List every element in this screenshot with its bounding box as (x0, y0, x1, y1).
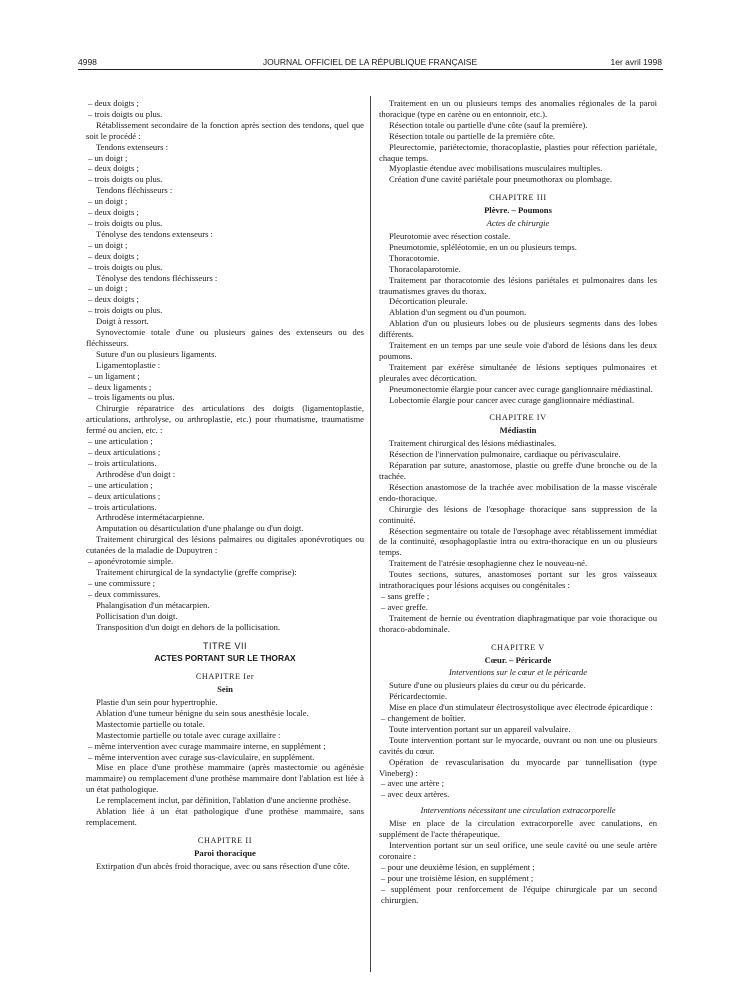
mediastinum-list (379, 438, 657, 634)
list-item: Myoplastie étendue avec mobilisations musculaires multiples. (389, 163, 603, 174)
list-item: – trois articulations. (88, 501, 157, 512)
list-item: Pleurotomie avec résection costale. (389, 230, 511, 241)
list-item: – un doigt ; (88, 239, 128, 250)
page-header (78, 56, 662, 68)
list-item: Mise en place d'une prothèse mammaire (après mastectomie ou agénésie mammaire) ou remplacement d'une prothèse mammaire dont l'ablation est liée à un état pathologique. (86, 762, 364, 795)
list-item: Toute intervention portant sur un appareil valvulaire. (389, 723, 571, 734)
chapter-heading: Sein (217, 684, 233, 695)
list-item: – pour une deuxième lésion, en supplément ; (381, 861, 535, 872)
list-item: – trois doigts ou plus. (88, 217, 163, 228)
list-item: Pleurectomie, pariétectomie, thoracoplastie, plasties pour réfection pariétale, chaque temps. (379, 141, 657, 163)
list-item: Ténolyse des tendons fléchisseurs : (96, 272, 218, 283)
list-item: Thoracolaparotomie. (389, 263, 461, 274)
list-item: Intervention portant sur un seul orifice, une seule cavité ou une seule artère coronaire : (379, 840, 657, 861)
right-column (379, 98, 657, 905)
list-item: – trois articulations. (88, 457, 157, 468)
page-number: 4998 (78, 57, 97, 67)
list-item: Ablation d'un ou plusieurs lobes ou de plusieurs segments dans des lobes différents. (379, 318, 657, 340)
list-item: Réparation par suture, anastomose, plastie ou greffe d'une bronche ou de la trachée. (379, 460, 657, 481)
list-item: – deux doigts ; (88, 294, 139, 305)
list-item: Création d'une cavité pariétale pour pneumothorax ou plombage. (389, 174, 613, 185)
list-item: Toute intervention portant sur le myocarde, ouvrant ou non une ou plusieurs cavités du cœur. (379, 734, 657, 756)
list-item: Résection anastomose de la trachée avec mobilisation de la masse viscérale endo-thoracique. (379, 481, 657, 503)
left-column (86, 98, 364, 872)
list-item: – un ligament ; (88, 370, 140, 381)
chapter-heading: Plèvre. – Poumons (484, 205, 552, 216)
list-item: – un doigt ; (88, 283, 128, 294)
list-item: Doigt à ressort. (96, 316, 149, 327)
list-item: Rétablissement secondaire de la fonction après section des tendons, quel que soit le procédé : (86, 119, 364, 141)
list-item: Péricardectomie. (389, 691, 447, 702)
list-item: – deux doigts ; (88, 98, 139, 108)
list-item: – trois doigts ou plus. (88, 174, 163, 185)
titre-label: TITRE VII (202, 641, 247, 652)
list-item: Thoracotomie. (389, 252, 440, 263)
list-item: Traitement chirurgical des lésions médiastinales. (389, 438, 557, 449)
list-item: Tendons extenseurs : (96, 141, 168, 152)
list-item: Phalangisation d'un métacarpien. (96, 599, 210, 610)
publication-date: 1er avril 1998 (610, 57, 662, 67)
list-item: Mastectomie partielle ou totale avec curage axillaire : (96, 729, 281, 740)
hand-surgery-list (86, 98, 364, 632)
list-item: Chirurgie réparatrice des articulations des doigts (ligamentoplastie, articulations, arthrolyse, ou arthroplastie, etc.) pour rhumatisme, traumatisme fermé ou ancien, etc. : (86, 403, 364, 436)
chapter-label: CHAPITRE IV (489, 413, 547, 423)
list-item: – deux commissures. (88, 588, 161, 599)
pleura-lung-list (379, 231, 657, 406)
chapter-heading: Paroi thoracique (194, 847, 256, 858)
list-item: – un doigt ; (88, 196, 128, 207)
breast-acts-list (86, 697, 364, 828)
list-item: – deux doigts ; (88, 207, 139, 218)
chapter-label: CHAPITRE III (489, 193, 547, 203)
list-item: Le remplacement inclut, par définition, l'ablation d'une ancienne prothèse. (96, 795, 351, 806)
list-item: Transposition d'un doigt en dehors de la pollicisation. (96, 621, 281, 632)
list-item: Résection totale ou partielle d'une côte (sauf la première). (389, 119, 588, 130)
section-subheading: Actes de chirurgie (486, 218, 550, 229)
list-item: Chirurgie des lésions de l'œsophage thoracique sans suppression de la continuité. (379, 503, 657, 525)
list-item: Ténolyse des tendons extenseurs : (96, 228, 213, 239)
list-item: – deux articulations ; (88, 447, 161, 457)
list-item: Traitement en un temps par une seule voie d'abord de lésions dans les deux poumons. (379, 340, 657, 361)
section-subheading: Interventions sur le cœur et le péricarde (448, 667, 588, 678)
list-item: Arthrodèse d'un doigt : (96, 468, 176, 479)
list-item: Synovectomie totale d'une ou plusieurs gaines des extenseurs ou des fléchisseurs. (86, 327, 364, 348)
titre-heading: ACTES PORTANT SUR LE THORAX (154, 653, 296, 664)
list-item: Suture d'un ou plusieurs ligaments. (96, 348, 217, 359)
list-item: – aponévrotomie simple. (88, 556, 174, 567)
list-item: – avec une artère ; (381, 778, 444, 789)
list-item: Traitement par exérèse simultanée de lésions septiques pulmonaires et pleurales avec décortication. (379, 361, 657, 383)
list-item: Décortication pleurale. (389, 296, 468, 307)
chapter-label: CHAPITRE II (197, 835, 253, 845)
list-item: – trois doigts ou plus. (88, 305, 163, 316)
chapter-heading: Médiastin (499, 425, 537, 436)
list-item: Résection de l'innervation pulmonaire, cardiaque ou périvasculaire. (389, 449, 621, 460)
thoracic-wall-list (86, 861, 364, 872)
list-item: Opération de revascularisation du myocarde par tunnellisation (type Vineberg) : (379, 756, 657, 778)
chapter-heading: Cœur. – Péricarde (484, 654, 552, 665)
list-item: Arthrodèse intermétacarpienne. (96, 512, 205, 523)
list-item: Ablation d'un segment ou d'un poumon. (389, 307, 527, 318)
list-item: – une articulation ; (88, 436, 153, 447)
list-item: Plastie d'un sein pour hypertrophie. (96, 697, 218, 708)
list-item: – deux ligaments ; (88, 381, 152, 392)
list-item: – supplément pour renforcement de l'équipe chirurgicale par un second chirurgien. (381, 883, 657, 905)
list-item: Ablation d'une tumeur bénigne du sein sous anesthésie locale. (96, 707, 309, 718)
list-item: – trois doigts ou plus. (88, 261, 163, 272)
list-item: – même intervention avec curage sus-claviculaire, en supplément. (88, 751, 315, 762)
list-item: – une articulation ; (88, 479, 153, 490)
list-item: – un doigt ; (88, 152, 128, 163)
list-item: Traitement par thoracotomie des lésions pariétales et pulmonaires dans les traumatismes graves du thorax. (379, 274, 657, 296)
list-item: Toutes sections, sutures, anastomoses portant sur les gros vaisseaux intrathoraciques pour lésions acquises ou congénitales : (379, 569, 657, 591)
list-item: Ligamentoplastie : (96, 359, 161, 370)
extracorporeal-list (379, 818, 657, 905)
list-item: – trois ligaments ou plus. (88, 392, 175, 403)
list-item: Mastectomie partielle ou totale. (96, 718, 205, 729)
list-item: Amputation ou désarticulation d'une phalange ou d'un doigt. (96, 523, 304, 534)
list-item: – changement de boîtier. (381, 713, 466, 724)
list-item: – pour une troisième lésion, en supplément ; (381, 872, 534, 883)
list-item: – deux doigts ; (88, 250, 139, 261)
section-subheading: Interventions nécessitant une circulation extracorporelle (420, 805, 616, 816)
list-item: – deux doigts ; (88, 163, 139, 174)
list-item: Tendons fléchisseurs : (96, 185, 173, 196)
chapter-label: CHAPITRE V (491, 642, 545, 652)
list-item: Traitement de hernie ou éventration diaphragmatique par voie thoracique ou thoraco-abdominale. (379, 612, 657, 634)
list-item: Résection segmentaire ou totale de l'œsophage avec rétablissement immédiat de la continuité, œsophagoplastie intra ou extra-thoracique en un ou plusieurs temps. (379, 525, 657, 558)
list-item: Pollicisation d'un doigt. (96, 610, 178, 621)
heart-list (379, 680, 657, 800)
list-item: Traitement chirurgical des lésions palmaires ou digitales aponévrotiques ou cutanées de la maladie de Dupuytren : (86, 534, 364, 556)
list-item: – sans greffe ; (381, 590, 430, 601)
list-item: Mise en place d'un stimulateur électrosystolique avec électrode épicardique : (389, 702, 653, 713)
list-item: Suture d'une ou plusieurs plaies du cœur ou du péricarde. (389, 680, 586, 691)
thoracic-wall-list-continued (379, 98, 657, 185)
list-item: Traitement chirurgical de la syndactylie (greffe comprise): (96, 566, 297, 577)
list-item: Résection totale ou partielle de la première côte. (389, 130, 556, 141)
list-item: Lobectomie élargie pour cancer avec curage ganglionnaire médiastinal. (389, 394, 635, 405)
list-item: Extirpation d'un abcès froid thoracique, avec ou sans résection d'une côte. (96, 860, 350, 871)
list-item: – avec greffe. (381, 601, 428, 612)
list-item: Mise en place de la circulation extracorporelle avec canulations, en supplément de l'acte thérapeutique. (379, 818, 657, 840)
journal-title: JOURNAL OFFICIEL DE LA RÉPUBLIQUE FRANÇAISE (262, 57, 478, 67)
list-item: – trois doigts ou plus. (88, 108, 163, 119)
list-item: Traitement en un ou plusieurs temps des anomalies régionales de la paroi thoracique (type en carène ou en entonnoir, etc.). (379, 98, 657, 119)
list-item: Ablation liée à un état pathologique d'une prothèse mammaire, sans remplacement. (86, 806, 364, 827)
header-rule (78, 69, 663, 70)
chapter-label: CHAPITRE Ier (195, 672, 255, 682)
list-item: – avec deux artères. (381, 789, 450, 800)
list-item: Pneumotomie, spléléotomie, en un ou plusieurs temps. (389, 241, 577, 252)
list-item: – deux articulations ; (88, 490, 161, 501)
list-item: Traitement de l'atrésie œsophagienne chez le nouveau-né. (389, 558, 588, 569)
list-item: – même intervention avec curage mammaire interne, en supplément ; (88, 740, 326, 751)
list-item: Pneumonectomie élargie pour cancer avec curage ganglionnaire médiastinal. (389, 383, 653, 394)
column-divider (370, 96, 371, 972)
list-item: – une commissure ; (88, 577, 156, 588)
